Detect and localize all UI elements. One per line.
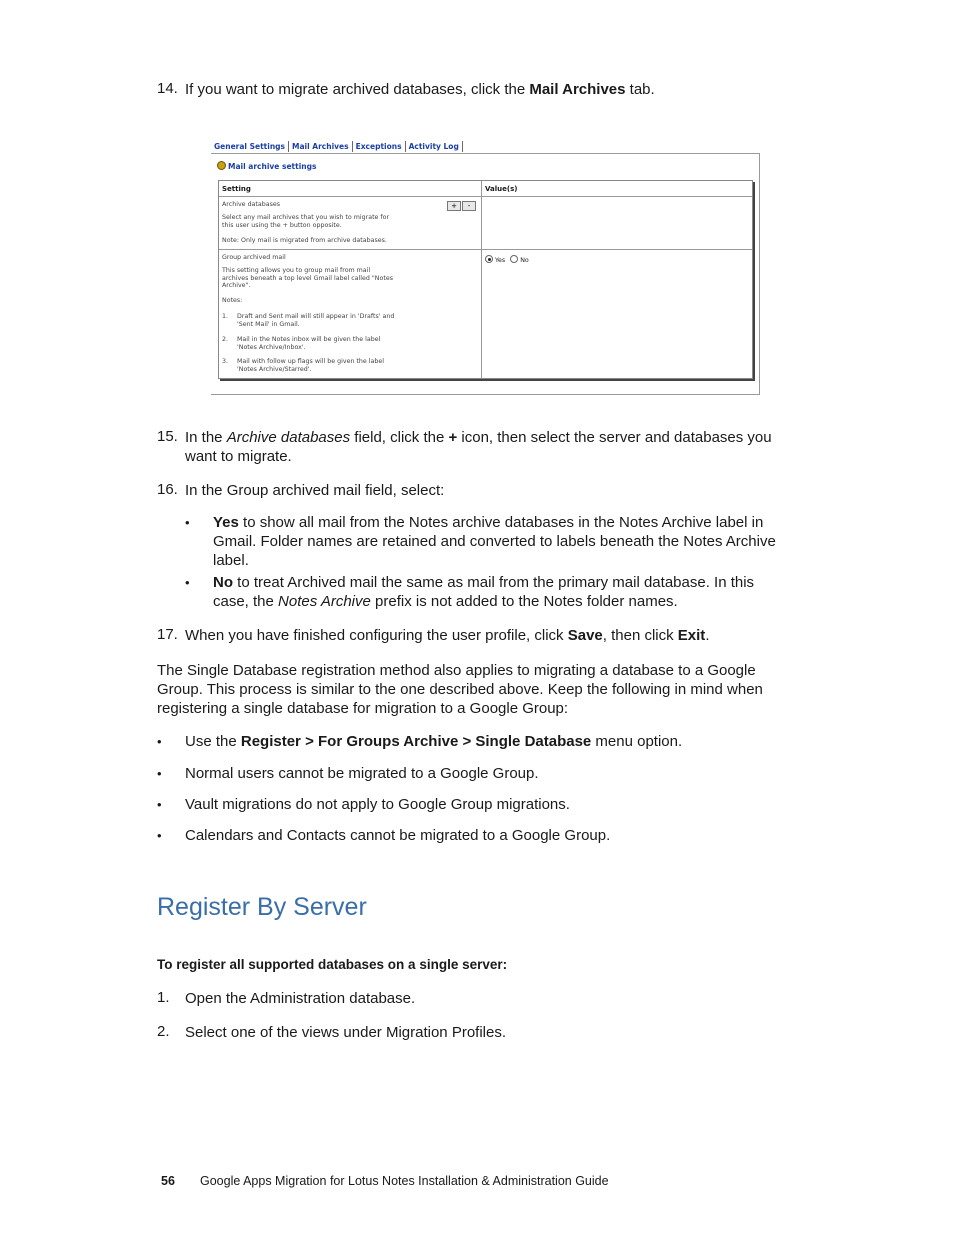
mail-archive-settings-screenshot [211,139,761,395]
bullet-normal-users: Normal users cannot be migrated to a Google Group. [185,765,539,782]
procedure-subheading: To register all supported databases on a single server: [157,957,508,972]
step-14-number: 14. [157,80,178,97]
bullet: • [157,734,162,749]
step-17-number: 17. [157,626,178,643]
single-database-paragraph: The Single Database registration method also applies to migrating a database to a Google Group. This process is similar to the one described above. Keep the following in mind when registering a single database for migration to a Google Group: [157,662,763,717]
column-setting: Setting [222,185,251,193]
tab-exceptions[interactable]: Exceptions [355,141,406,152]
bullet: • [185,575,190,590]
bullet: • [157,766,162,781]
yes-option-label: Yes [495,257,506,264]
footer-title: Google Apps Migration for Lotus Notes Installation & Administration Guide [200,1174,609,1188]
step-15-text: In the Archive databases field, click the + icon, then select the server and databases you want to migrate. [185,429,772,465]
step-15-number: 15. [157,428,178,445]
tab-activity-log[interactable]: Activity Log [408,141,463,152]
column-values: Value(s) [485,185,518,193]
bullet-vault: Vault migrations do not apply to Google Group migrations. [185,796,570,813]
section-title: Mail archive settings [217,161,316,171]
no-option-label: No [520,257,529,264]
step-16-text: In the Group archived mail field, select: [185,482,445,499]
archive-databases-label: Archive databases [222,201,281,208]
step-16-number: 16. [157,481,178,498]
archive-databases-desc: Select any mail archives that you wish to migrate for this user using the + button opposite. [222,214,390,229]
bullet: • [157,797,162,812]
page-number: 56 [161,1174,175,1188]
note-1: 1. Draft and Sent mail will still appear in 'Drafts' and 'Sent Mail' in Gmail. [222,313,395,328]
section-heading: Register By Server [157,893,367,921]
notes-label: Notes: [222,297,243,304]
add-archive-button[interactable]: + [447,201,461,211]
bullet-calendars: Calendars and Contacts cannot be migrated to a Google Group. [185,827,611,844]
step-1-number: 1. [157,989,170,1006]
archive-databases-note: Note: Only mail is migrated from archive databases. [222,237,387,244]
tab-general-settings[interactable]: General Settings [213,141,289,152]
note-2: 2. Mail in the Notes inbox will be given the label 'Notes Archive/Inbox'. [222,336,381,351]
bullet-menu-option: Use the Register > For Groups Archive > Single Database menu option. [185,733,683,750]
step-14-text: If you want to migrate archived databases, click the Mail Archives tab. [185,81,655,98]
group-archived-mail-options [485,255,529,265]
settings-table [218,180,753,379]
bullet-yes-text: Yes to show all mail from the Notes archive databases in the Notes Archive label in Gmail. Folder names are retained and converted to labels beneath the Notes Archive label. [213,514,776,569]
group-archived-mail-desc: This setting allows you to group mail from mail archives beneath a top level Gmail label called "Notes Archive". [222,267,393,290]
settings-icon [217,161,226,170]
bullet: • [157,828,162,843]
bullet: • [185,515,190,530]
no-radio[interactable] [510,255,518,263]
tab-mail-archives[interactable]: Mail Archives [291,141,353,152]
step-17-text: When you have finished configuring the user profile, click Save, then click Exit. [185,627,710,644]
group-archived-mail-label: Group archived mail [222,254,286,261]
remove-archive-button[interactable]: - [462,201,476,211]
bullet-no-text: No to treat Archived mail the same as mail from the primary mail database. In this case, the Notes Archive prefix is not added to the Notes folder names. [213,574,755,610]
yes-radio[interactable] [485,255,493,263]
step-1-text: Open the Administration database. [185,990,416,1007]
step-2-number: 2. [157,1023,170,1040]
tab-bar [213,141,463,153]
step-2-text: Select one of the views under Migration Profiles. [185,1024,506,1041]
note-3: 3. Mail with follow up flags will be given the label 'Notes Archive/Starred'. [222,358,384,373]
table-header [219,181,752,197]
